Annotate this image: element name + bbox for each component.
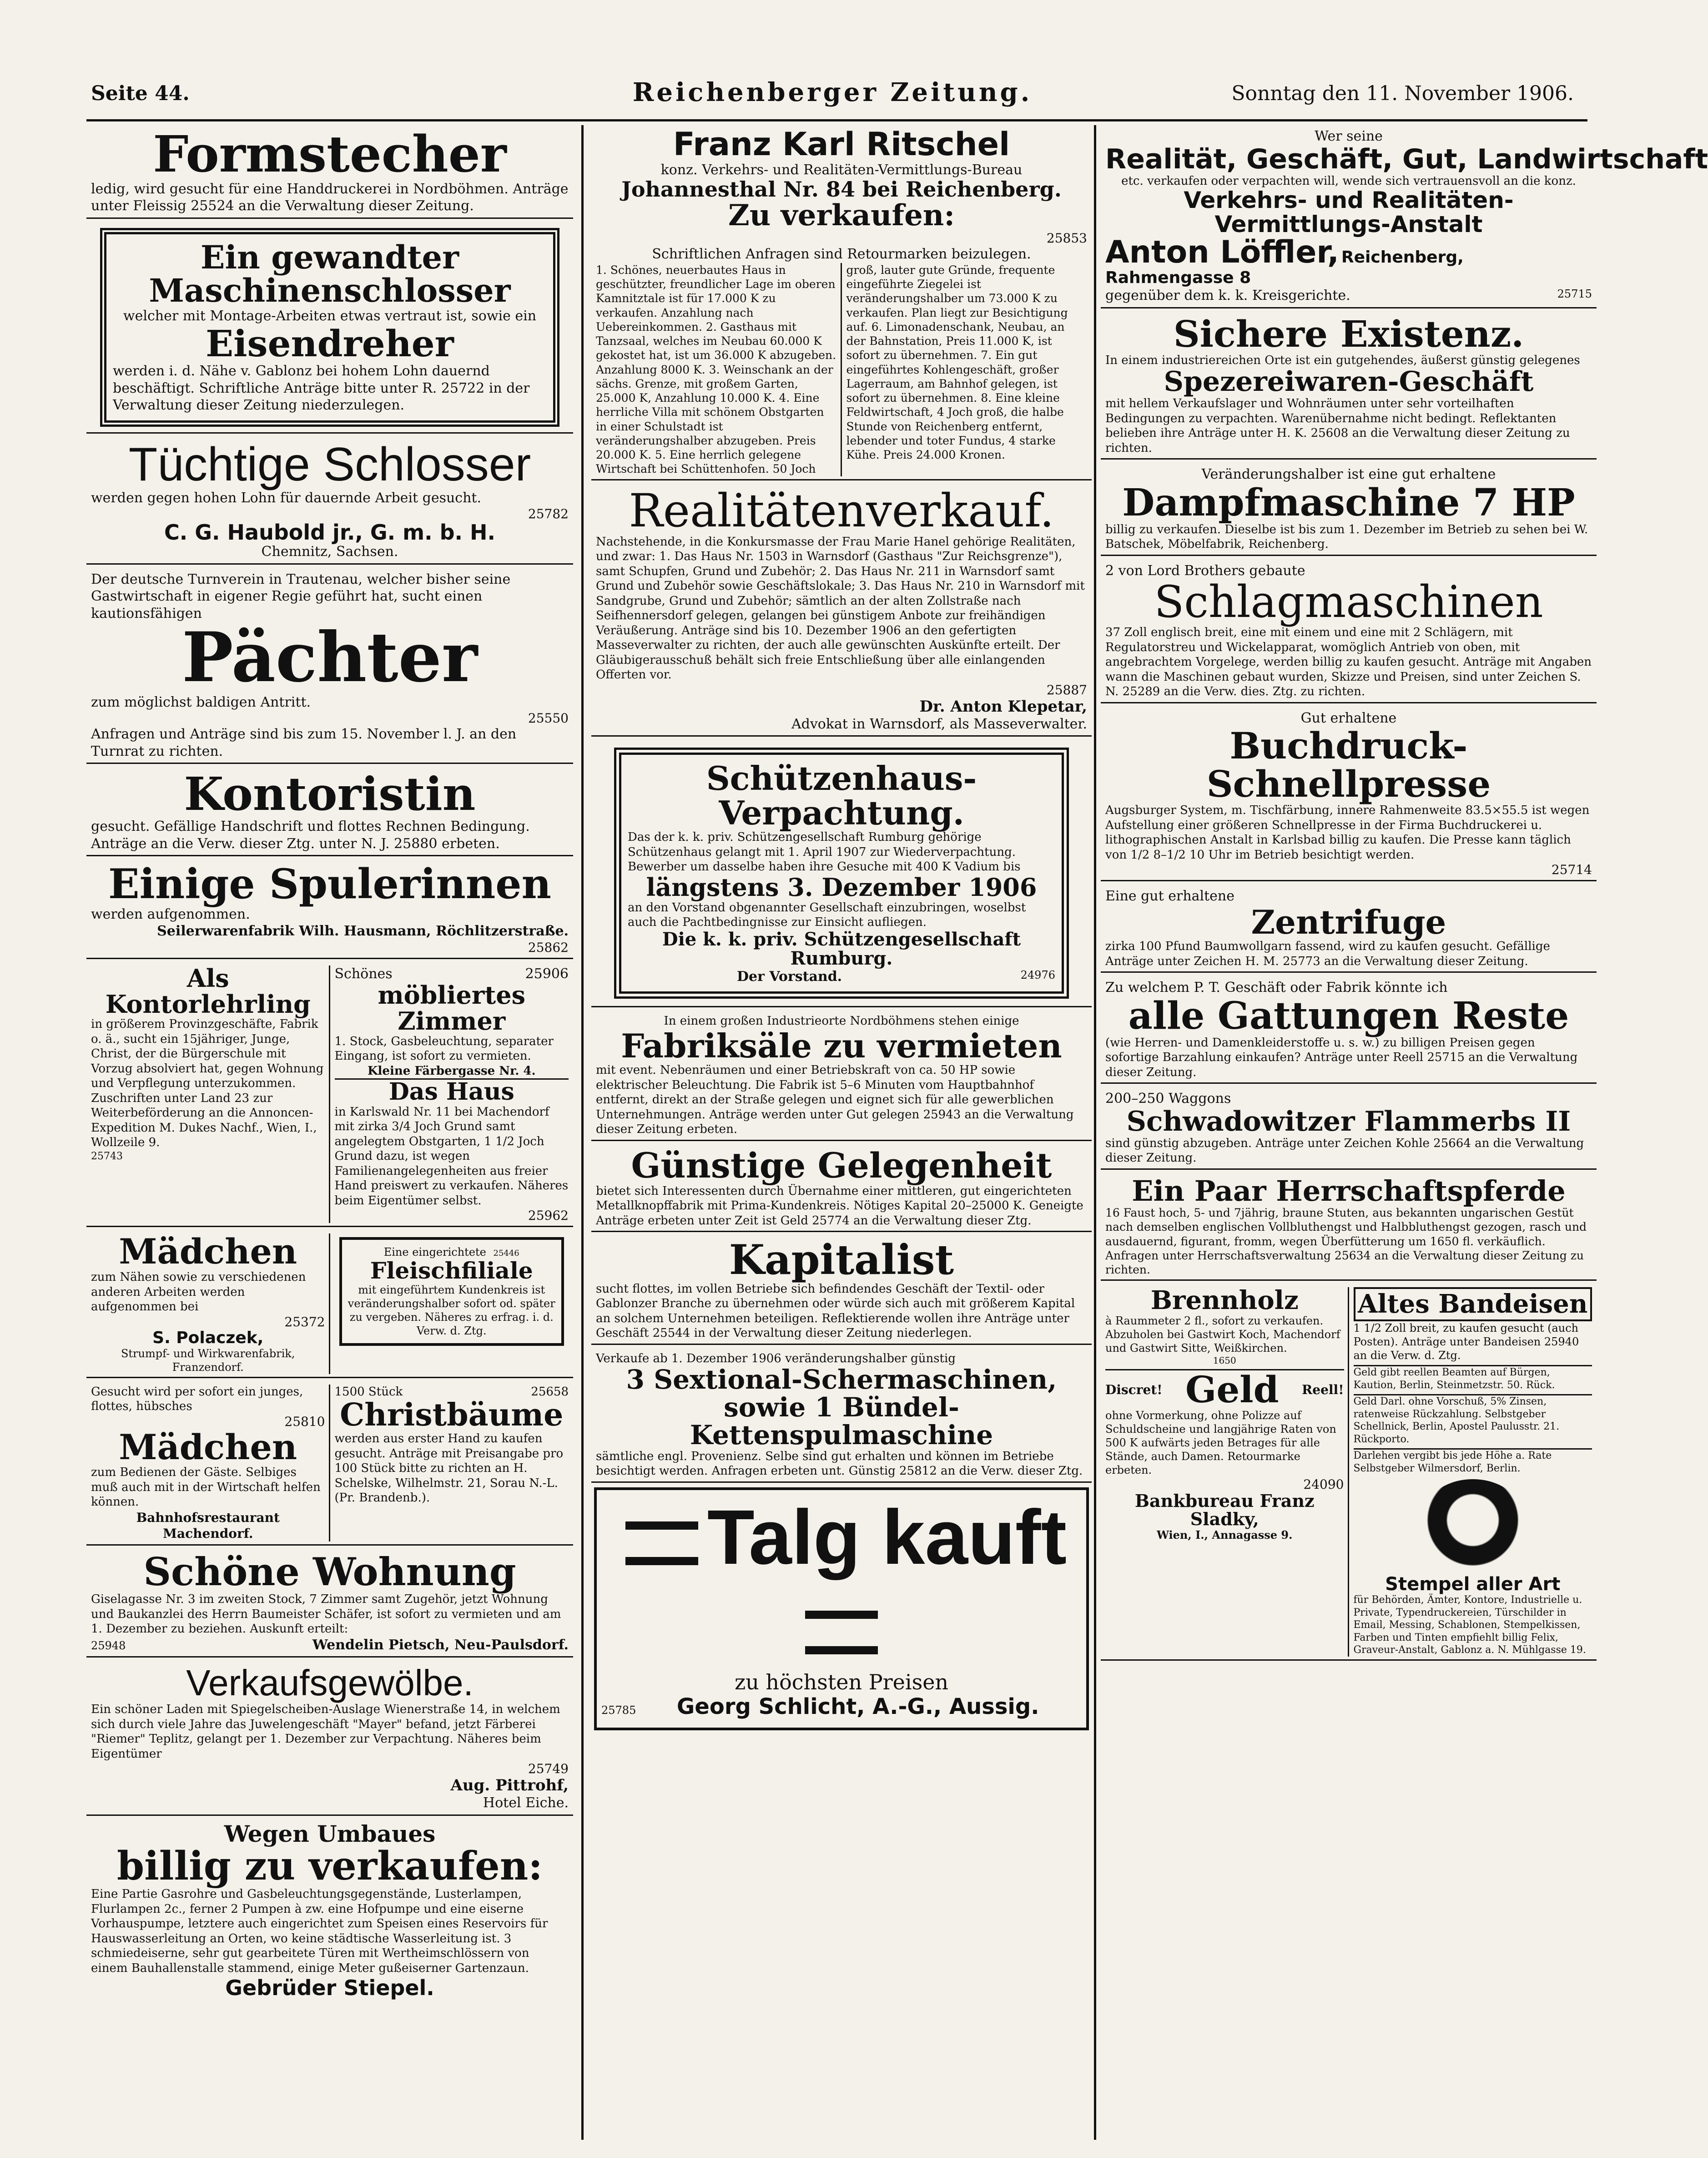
ad-firm: Gebrüder Stiepel. bbox=[225, 1976, 434, 2001]
ad-title: Realitätenverkauf. bbox=[629, 484, 1054, 537]
ad-intro: Wer seine bbox=[1315, 128, 1383, 144]
ad-intro: 200–250 Waggons bbox=[1105, 1091, 1231, 1107]
ad-firm-sub: Hotel Eiche. bbox=[483, 1795, 569, 1811]
ad-geld-text: ohne Vormerkung, ohne Polizze auf Schuldscheine und langjährige Raten von 500 K aufwärts jeden Betrages für alle Stände, auch Damen. Retourmarke erbeten. bbox=[1105, 1409, 1336, 1477]
ad-geld-number: 24090 bbox=[1303, 1477, 1344, 1492]
ad-firm: Aug. Pittrohf, bbox=[450, 1776, 569, 1795]
ad-geld-title: Geld bbox=[1185, 1368, 1279, 1411]
ad-row-brennholz-bandeisen bbox=[1101, 1284, 1597, 1660]
ad-reste bbox=[1101, 976, 1597, 1084]
ad-christbaeume bbox=[335, 1385, 569, 1541]
ad-text: (wie Herren- und Damenkleiderstoffe u. s. w.) zu billigen Preisen gegen sofortige Barzahlung einkaufen? Anträge unter Reell 25715 an die Verwaltung dieser Zeitung. bbox=[1105, 1036, 1578, 1079]
ad-text: In einem industriereichen Orte ist ein gutgehendes, äußerst günstig gelegenes bbox=[1105, 353, 1580, 367]
ad-intro: 1500 Stück bbox=[334, 1385, 403, 1399]
ad-text: billig zu verkaufen. Dieselbe ist bis zum 1. Dezember im Betrieb zu sehen bei W. Batschek, Möbelfabrik, Reichenberg. bbox=[1105, 522, 1588, 551]
ad-zimmer-haus bbox=[335, 965, 569, 1223]
ad-subtitle: zu höchsten Preisen bbox=[734, 1669, 949, 1694]
ad-fleischfiliale bbox=[335, 1233, 569, 1374]
ad-paechter bbox=[86, 568, 573, 764]
ad-gelegenheit bbox=[591, 1145, 1092, 1232]
ad-text: Das der k. k. priv. Schützengesellschaft Rumburg gehörige Schützenhaus gelangt mit 1. April 1907 zur Wiederverpachtung. Bewerber um dasselbe haben ihre Gesuche mit 400 K Vadium bis bbox=[628, 830, 1021, 874]
ad-kontoristin bbox=[86, 768, 573, 856]
ad-title: Zentrifuge bbox=[1251, 902, 1446, 941]
ad-umbau bbox=[86, 1819, 573, 2003]
ad-number: 25743 bbox=[91, 1150, 123, 1162]
ad-title: Dampfmaschine 7 HP bbox=[1122, 480, 1575, 525]
ad-title: Pächter bbox=[181, 617, 478, 698]
ad-date: längstens 3. Dezember 1906 bbox=[646, 872, 1037, 902]
ad-formstecher bbox=[86, 125, 573, 219]
ad-listing-right: groß, lauter gute Gründe, frequente eingeführte Ziegelei ist veränderungshalber um 73.000 K zu verkaufen. Plan liegt zur Besichtigung auf. 6. Limonadenschank, Neubau, an der Bahnstation, Preis 11.000 K, ist sofort zu übernehmen. 7. Ein gut eingeführtes Kohlengeschäft, großer Lagerraum, am Bahnhof gelegen, ist sofort zu übernehmen. 8. Eine kleine Feldwirtschaft, 4 Joch groß, die halbe Stunde von Reichenberg entfernt, lebender und toter Fundus, 4 starke Kühe. Preis 24.000 Kronen. bbox=[846, 263, 1068, 462]
ad-title: Fabriksäle zu vermieten bbox=[621, 1026, 1062, 1065]
ad-intro: Schönes bbox=[334, 965, 393, 982]
ad-geld-pre: Discret! bbox=[1105, 1382, 1163, 1397]
ad-talg bbox=[594, 1487, 1089, 1730]
issue-date: Sonntag den 11. November 1906. bbox=[1231, 82, 1574, 105]
ad-title: Mädchen bbox=[119, 1231, 297, 1272]
ad-intro: Verkaufe ab 1. Dezember 1906 veränderungshalber günstig bbox=[596, 1351, 956, 1365]
ad-intro: In einem großen Industrieorte Nordböhmens stehen einige bbox=[664, 1014, 1019, 1028]
ad-title: Mädchen bbox=[119, 1426, 297, 1467]
ad-number: 25658 bbox=[531, 1385, 569, 1399]
page-header bbox=[91, 77, 1574, 118]
ad-ritschel bbox=[591, 125, 1092, 480]
ad-text: etc. verkaufen oder verpachten will, wende sich vertrauensvoll an die konz. bbox=[1121, 174, 1576, 188]
ad-text-2: mit hellem Verkaufslager und Wohnräumen unter sehr vorteilhaften Bedingungen zu verpachten. Warenübernahme nicht bedingt. Reflektanten belieben ihre Anträge unter H. K. 25608 an die Verwaltung dieser Zeitung zu richten. bbox=[1105, 397, 1570, 455]
ad-title: Brennholz bbox=[1150, 1285, 1299, 1316]
ad-title: billig zu verkaufen: bbox=[116, 1843, 543, 1890]
ad-number: 25446 bbox=[493, 1248, 519, 1258]
ad-firm-sub: gegenüber dem k. k. Kreisgerichte. bbox=[1105, 288, 1350, 304]
ad-zentrifuge bbox=[1101, 885, 1597, 973]
ad-firm-row bbox=[1105, 236, 1592, 287]
ad-firm-sub: Strumpf- und Wirkwarenfabrik, Franzendorf. bbox=[121, 1347, 295, 1374]
ad-text-2: Anfragen und Anträge sind bis zum 15. November l. J. an den Turnrat zu richten. bbox=[91, 726, 517, 759]
ad-spulerinnen bbox=[86, 860, 573, 959]
ad-intro: Veränderungshalber ist eine gut erhaltene bbox=[1201, 466, 1496, 483]
ad-geld2-b: Geld Darl. ohne Vorschuß, 5% Zinsen, ratenweise Rückzahlung. Selbstgeber Schellnick, Berlin, Apostel Paulusstr. 21. Rückporto. bbox=[1354, 1394, 1592, 1445]
ad-geld-firm: Bankbureau Franz Sladky, bbox=[1134, 1491, 1315, 1529]
ad-text: werden aufgenommen. bbox=[91, 906, 250, 922]
ad-text: zum Bedienen der Gäste. Selbiges muß auch mit in der Wirtschaft helfen können. bbox=[91, 1466, 321, 1509]
page-number: Seite 44. bbox=[91, 82, 190, 105]
ad-address: Reichenberg, Rahmengasse 8 bbox=[1105, 248, 1464, 288]
ad-verkaufsgewoelbe bbox=[86, 1661, 573, 1816]
ad-text: Augsburger System, m. Tischfärbung, innere Rahmenweite 83.5×55.5 ist wegen Aufstellung einer größeren Schnellpresse in der Firma Buchdruckerei u. lithographischen Anstalt in Karlsbad billig zu kaufen. Die Presse kann täglich von 1/2 8–1/2 10 Uhr im Betrieb besichtigt werden. bbox=[1105, 804, 1590, 862]
ad-text: zum Nähen sowie zu verschiedenen anderen Arbeiten werden aufgenommen bei bbox=[91, 1270, 306, 1314]
ad-text: 16 Faust hoch, 5- und 7jährig, braune Stuten, aus bekannten ungarischen Gestüt nach demselben englischen Vollbluthengst und Halbbluthengst gezogen, rasch und ausdauernd, figurant, fromm, wegen Überfütterung um 1650 fl. verkäuflich. Anfragen unter Herrschaftsverwaltung 25634 an die Verwaltung dieser Zeitung zu richten. bbox=[1105, 1206, 1587, 1277]
ad-text: 1 1/2 Zoll breit, zu kaufen gesucht (auch Posten). Anträge unter Bandeisen 25940 an die Verw. d. Ztg. bbox=[1353, 1322, 1579, 1362]
ad-text: zum möglichst baldigen Antritt. bbox=[91, 694, 311, 710]
ad-footer-row bbox=[1105, 287, 1592, 304]
ad-title: Schlagmaschinen bbox=[1154, 576, 1543, 628]
ad-title: Christbäume bbox=[340, 1397, 564, 1434]
ad-number: 25810 bbox=[284, 1414, 325, 1429]
ad-number: 25714 bbox=[1551, 862, 1592, 878]
ad-schlosser bbox=[86, 437, 573, 565]
ad-title: Einige Spulerinnen bbox=[108, 860, 551, 909]
ad-title: Tüchtige Schlosser bbox=[128, 438, 531, 491]
ad-intro: Der deutsche Turnverein in Trautenau, welcher bisher seine Gastwirtschaft in eigener Regie geführt hat, sucht einen kautionsfähigen bbox=[91, 571, 511, 622]
ad-geld2-a: Geld gibt reellen Beamten auf Bürgen, Kaution, Berlin, Steinmetzstr. 50. Rück. bbox=[1354, 1365, 1592, 1391]
ad-text: zirka 100 Pfund Baumwollgarn fassend, wird zu kaufen gesucht. Gefällige Anträge unter Zeichen H. M. 25773 an die Verwaltung dieser Zeitung. bbox=[1105, 940, 1550, 968]
ad-title-2: Eisendreher bbox=[206, 322, 454, 365]
ad-text: in größerem Provinzgeschäfte, Fabrik o. ä., sucht ein 15jähriger, Junge, Christ, der die Bürgerschule mit Vorzug absolviert hat, gegen Wohnung und Verpflegung unterzukommen. Zuschriften unter Land 23 zur Weiterbeförderung an die Annoncen-Expedition M. Dukes Nachf., Wien, I., Wollzeile 9. bbox=[91, 1017, 324, 1150]
ad-title: Altes Bandeisen bbox=[1354, 1287, 1592, 1321]
ad-text: Giselagasse Nr. 3 im zweiten Stock, 7 Zimmer samt Zugehör, jetzt Wohnung und Baukanzlei des Herrn Baumeister Schäfer, ist sofort zu vermieten und am 1. Dezember zu beziehen. Auskunft erteilt: bbox=[91, 1592, 561, 1636]
ad-intro: Eine gut erhaltene bbox=[1105, 888, 1235, 905]
ad-text: ledig, wird gesucht für eine Handdruckerei in Nordböhmen. Anträge unter Fleissig 25524 an die Verwaltung dieser Zeitung. bbox=[91, 181, 569, 214]
ad-maedchen-1 bbox=[91, 1233, 330, 1374]
ad-number-haus: 25962 bbox=[528, 1208, 569, 1223]
masthead: Reichenberger Zeitung. bbox=[632, 77, 1033, 107]
ad-title: Als Kontorlehrling bbox=[105, 963, 311, 1019]
ad-title: Realität, Geschäft, Gut, Landwirtschaft bbox=[1105, 143, 1708, 175]
ad-title: 3 Sextional-Schermaschinen, sowie 1 Bündel-Kettenspulmaschine bbox=[626, 1364, 1057, 1450]
ad-footer-row bbox=[91, 1637, 569, 1654]
column-divider bbox=[1094, 125, 1096, 2140]
ad-number: 25782 bbox=[528, 506, 569, 522]
ad-sign: Der Vorstand. bbox=[737, 968, 842, 985]
ad-footer-row bbox=[628, 968, 1055, 986]
ad-maschinenschlosser bbox=[86, 222, 573, 434]
ad-text: sind günstig abzugeben. Anträge unter Zeichen Kohle 25664 an die Verwaltung dieser Zeitung. bbox=[1105, 1136, 1584, 1165]
ad-title-2: Verkehrs- und Realitäten-Vermittlungs-Anstalt bbox=[1184, 187, 1514, 238]
ad-line: welcher mit Montage-Arbeiten etwas vertraut ist, sowie ein bbox=[123, 308, 537, 324]
ad-stempel-title: Stempel aller Art bbox=[1385, 1574, 1561, 1595]
ad-realitaetenverkauf bbox=[591, 484, 1092, 737]
ad-firm: Seilerwarenfabrik Wilh. Hausmann, Röchlitzerstraße. bbox=[157, 923, 569, 940]
ad-title: Kapitalist bbox=[729, 1236, 954, 1284]
ad-text: werden aus erster Hand zu kaufen gesucht. Anträge mit Preisangabe pro 100 Stück bitte zu richten an H. Schelske, Wilhelmstr. 21, Sorau N.-L. (Pr. Brandenb.). bbox=[334, 1432, 564, 1505]
ad-text: werden i. d. Nähe v. Gablonz bei hohem Lohn dauernd beschäftigt. Schriftliche Anträge bitte unter R. 25722 in der Verwaltung dieser Zeitung niederzulegen. bbox=[113, 363, 530, 413]
ad-title-row bbox=[601, 1493, 1082, 1671]
ad-org: Die k. k. priv. Schützengesellschaft Rumburg. bbox=[662, 928, 1021, 969]
ad-title: Formstecher bbox=[153, 125, 507, 183]
ad-title: Talg kauft bbox=[707, 1494, 1067, 1581]
ad-number: 25906 bbox=[525, 965, 569, 982]
ad-number: 25550 bbox=[528, 711, 569, 726]
ad-title: Schützenhaus-Verpachtung. bbox=[706, 759, 977, 832]
ad-intro: Gesucht wird per sofort ein junges, flottes, hübsches bbox=[91, 1385, 303, 1414]
ad-listing-left: 1. Schönes, neuerbautes Haus in geschützter, freundlicher Lage im oberen Kamnitztale ist für 17.000 K zu verkaufen. Anzahlung nach Uebereinkommen. 2. Gasthaus mit Tanzsaal, welches im Neubau 60.000 K gekostet hat, ist um 36.000 K abzugeben. Anzahlung 8000 K. 3. Weinschank an der sächs. Grenze, mit großem Garten, 25.000 K, Anzahlung 10.000 K. 4. Eine herrliche Villa mit schönem Obstgarten in einer Schulstadt ist veränderungshalber abzugeben. Preis 20.000 K. 5. Eine herrlich gelegene Wirtschaft bei Schüttenhofen. 50 Joch bbox=[596, 263, 842, 476]
ad-number: 25862 bbox=[528, 940, 569, 955]
ad-footer-row bbox=[601, 1693, 1082, 1725]
ad-frame bbox=[614, 748, 1069, 999]
ad-title: alle Gattungen Reste bbox=[1128, 994, 1569, 1038]
ad-stempel-text: für Behörden, Ämter, Kontore, Industrielle u. Private, Typendruckereien, Türschilder in Email, Messing, Schablonen, Stempelkissen, Farben und Tinten empfiehlt billig Felix, Graveur-Anstalt, Gablonz a. N. Mühlgasse 19. bbox=[1353, 1594, 1586, 1656]
ad-text: sucht flottes, im vollen Betriebe sich befindendes Geschäft der Textil- oder Gablonzer Branche zu übernehmen oder würde sich auch mit größerem Kapital an solchem Unternehmen beteiligen. Reflektierende wollen ihre Anträge unter Geschäft 25544 in der Verwaltung dieser Zeitung niederlegen. bbox=[596, 1282, 1075, 1340]
ad-intro: Gut erhaltene bbox=[1300, 710, 1397, 726]
ad-note: Schriftlichen Anfragen sind Retourmarken beizulegen. bbox=[652, 246, 1031, 263]
equals-ornament-icon bbox=[625, 1521, 698, 1565]
ad-schuetzenhaus bbox=[591, 740, 1092, 1007]
ad-geld-address: Wien, I., Annagasse 9. bbox=[1157, 1528, 1293, 1541]
ad-number: 25785 bbox=[601, 1703, 636, 1717]
woman-portrait-icon bbox=[1418, 1479, 1527, 1570]
ad-text-haus: in Karlswald Nr. 11 bei Machendorf mit zirka 3/4 Joch Grund samt angelegtem Obstgarten, 1 1/2 Joch Grund dazu, ist wegen Familienangelegenheiten aus freier Hand preiswert zu verkaufen. Näheres beim Eigentümer selbst. bbox=[334, 1105, 569, 1208]
ad-frame bbox=[100, 228, 559, 427]
ad-title: Schöne Wohnung bbox=[143, 1549, 516, 1594]
ad-firm: S. Polaczek, bbox=[152, 1328, 264, 1347]
ad-flammerbs bbox=[1101, 1087, 1597, 1170]
ad-title: Fleischfiliale bbox=[370, 1257, 533, 1284]
ad-title-2: Zu verkaufen: bbox=[728, 198, 955, 233]
ad-title: Ein gewandter Maschinenschlosser bbox=[149, 238, 511, 309]
ad-address: Johannesthal Nr. 84 bei Reichenberg. bbox=[621, 177, 1062, 202]
ad-listing bbox=[596, 263, 1087, 476]
ad-geld-post: Reell! bbox=[1302, 1382, 1344, 1397]
ad-text: 37 Zoll englisch breit, eine mit einem und eine mit 2 Schlägern, mit Regulatorstreu und Wickelapparat, womöglich Antrieb von oben, mit angebrachtem Vorgelege, werden billig zu kaufen gesucht. Anträge mit Angaben wann die Maschinen gebaut wurden, Skizze und Preisen, sind unter Zeichen S. N. 25289 an die Verw. dies. Ztg. zu richten. bbox=[1105, 626, 1592, 699]
ad-wohnung bbox=[86, 1549, 573, 1658]
ad-frame bbox=[339, 1237, 564, 1346]
ad-firm: Georg Schlicht, A.-G., Aussig. bbox=[676, 1693, 1039, 1719]
ad-geld2-c: Darlehen vergibt bis jede Höhe a. Rate Selbstgeber Wilmersdorf, Berlin. bbox=[1354, 1448, 1592, 1475]
ad-brennholz-geld bbox=[1105, 1287, 1349, 1656]
column-right bbox=[1101, 125, 1708, 2140]
column-middle bbox=[591, 125, 1092, 2140]
ad-number: 24976 bbox=[1020, 968, 1055, 981]
ad-firm-sub: Advokat in Warnsdorf, als Masseverwalter. bbox=[791, 716, 1087, 732]
ad-loeffler bbox=[1101, 125, 1708, 308]
ad-title: Ein Paar Herrschaftspferde bbox=[1132, 1174, 1566, 1208]
ad-intro: 2 von Lord Brothers gebaute bbox=[1105, 562, 1305, 579]
ad-firm: C. G. Haubold jr., G. m. b. H. bbox=[164, 520, 495, 545]
ad-text-2: an den Vorstand obgenannter Gesellschaft einzubringen, woselbst auch die Pachtbedingnisse zur Einsicht aufliegen. bbox=[628, 900, 1026, 930]
ad-text: Ein schöner Laden mit Spiegelscheiben-Auslage Wienerstraße 14, in welchem sich durch viele Jahre das Juwelengeschäft "Mayer" befand, jetzt Färberei "Riemer" Teplitz, gelangt per 1. Dezember zur Verpachtung. Näheres beim Eigentümer bbox=[91, 1703, 560, 1761]
ad-geld-header bbox=[1105, 1369, 1344, 1409]
ad-firm: Wendelin Pietsch, Neu-Paulsdorf. bbox=[312, 1637, 569, 1653]
ad-number: 25749 bbox=[528, 1761, 569, 1777]
ad-text: mit eingeführtem Kundenkreis ist veränderungshalber sofort od. später zu vergeben. Näheres zu erfrag. i. d. Verw. d. Ztg. bbox=[348, 1283, 555, 1337]
header-rule bbox=[86, 119, 1587, 121]
ad-kontorlehrling bbox=[91, 965, 330, 1223]
equals-ornament-icon bbox=[805, 1611, 878, 1654]
ad-title: Verkaufsgewölbe. bbox=[186, 1663, 474, 1703]
ad-text: bietet sich Interessenten durch Übernahme einer mittleren, gut eingerichteten Metallknopffabrik mit Prima-Kundenkreis. Nötiges Kapital 20–25000 K. Geneigte Anträge erbeten unter Zeit ist Geld 25774 an die Verwaltung dieser Ztg. bbox=[596, 1184, 1083, 1228]
ad-text: Eine Partie Gasrohre und Gasbeleuchtungsgegenstände, Lusterlampen, Flurlampen 2c., ferner 2 Pumpen à zw. eine Hofpumpe und eine eiserne Vorhauspumpe, letztere auch eingerichtet zum Speisen eines Reservoirs für Hauswasserleitung an Orten, wo keine städtische Wasserleitung ist. 3 schmiedeiserne, sehr gut gearbeitete Türen mit Wertheimschlössern von einem Bauhallenstalle stammend, einige Meter gußeiserner Gartenzaun. bbox=[91, 1887, 548, 1975]
ad-schlagmaschinen bbox=[1101, 560, 1597, 703]
ad-subtitle: konz. Verkehrs- und Realitäten-Vermittlungs-Bureau bbox=[660, 162, 1023, 178]
ad-title: Buchdruck-Schnellpresse bbox=[1206, 724, 1491, 806]
ad-text: gesucht. Gefällige Handschrift und flottes Rechnen Bedingung. Anträge an die Verw. dieser Ztg. unter N. J. 25880 erbeten. bbox=[91, 819, 530, 852]
ad-text: mit event. Nebenräumen und einer Betriebskraft von ca. 50 HP sowie elektrischer Beleuchtung. Die Fabrik ist 5–6 Minuten vom Hauptbahnhof entfernt, direkt an der Straße gelegen und eignet sich für alle gewerblichen Unternehmungen. Anträge werden unter Gut gelegen 25943 an die Verwaltung dieser Zeitung erbeten. bbox=[596, 1063, 1074, 1137]
ad-number: 25372 bbox=[284, 1314, 325, 1329]
ad-text: à Raummeter 2 fl., sofort zu verkaufen. Abzuholen bei Gastwirt Koch, Machendorf und Gastwirt Sitte, Weißkirchen. bbox=[1105, 1314, 1340, 1355]
ad-number: 25887 bbox=[1046, 682, 1087, 697]
ad-title: Schwadowitzer Flammerbs II bbox=[1126, 1105, 1571, 1137]
column-divider bbox=[581, 125, 584, 2140]
ad-title: Franz Karl Ritschel bbox=[673, 126, 1010, 163]
ad-firm: Anton Löffler, bbox=[1105, 234, 1339, 270]
ad-kapitalist bbox=[591, 1236, 1092, 1345]
ad-maedchen-2 bbox=[91, 1385, 330, 1541]
ad-row-maedchen-fleisch bbox=[86, 1231, 573, 1378]
ad-schnellpresse bbox=[1101, 707, 1597, 882]
ad-title: Sichere Existenz. bbox=[1173, 312, 1524, 355]
ad-pferde bbox=[1101, 1173, 1597, 1281]
ad-address: Kleine Färbergasse Nr. 4. bbox=[367, 1064, 536, 1078]
ad-row-maedchen-christbaeume bbox=[86, 1382, 573, 1546]
ad-schermaschinen bbox=[591, 1349, 1092, 1483]
ad-dampfmaschine bbox=[1101, 463, 1597, 556]
ad-fabriksaele bbox=[591, 1011, 1092, 1141]
ad-text: sämtliche engl. Provenienz. Selbe sind gut erhalten und können im Betriebe besichtigt werden. Anfragen erbeten unt. Günstig 25812 an die Verw. dieser Ztg. bbox=[596, 1449, 1083, 1478]
ad-title-haus: Das Haus bbox=[335, 1078, 569, 1105]
ad-title-2: Spezereiwaren-Geschäft bbox=[1164, 366, 1534, 398]
ad-firm: Dr. Anton Klepetar, bbox=[919, 697, 1087, 716]
ad-intro: Zu welchem P. T. Geschäft oder Fabrik könnte ich bbox=[1105, 980, 1448, 996]
ad-intro: Eine eingerichtete bbox=[383, 1246, 486, 1259]
ad-row-kontorlehrling-zimmer bbox=[86, 963, 573, 1227]
ad-number: 1650 bbox=[1213, 1355, 1236, 1366]
ad-city: Chemnitz, Sachsen. bbox=[261, 544, 398, 560]
ad-text: Nachstehende, in die Konkursmasse der Frau Marie Hanel gehörige Realitäten, und zwar: 1. Das Haus Nr. 1503 in Warnsdorf (Gasthaus "Zur Reichsgrenze"), samt Schupfen, Grund und Zubehör; 2. Das Haus Nr. 211 in Warnsdorf samt Grund und Zubehör sowie Geschäftslokale; 3. Das Haus Nr. 210 in Warnsdorf mit Sandgrube, Grund und Zubehör; sämtlich an der alten Zollstraße nach Seifhennersdorf gelegen, gelangen bei günstigem Anbote zur freihändigen Veräußerung. Anträge sind bis 10. Dezember 1906 an den gefertigten Masseverwalter zu richten, der auch alle gewünschten Auskünfte erteilt. Der Gläubigerausschuß behält sich freie Entschließung über alle einlangenden Offerten vor. bbox=[596, 535, 1085, 682]
ad-title: Kontoristin bbox=[184, 767, 476, 821]
column-left bbox=[86, 125, 573, 2140]
ad-text: werden gegen hohen Lohn für dauernde Arbeit gesucht. bbox=[91, 490, 482, 506]
ad-bandeisen-stempel bbox=[1354, 1287, 1592, 1656]
ad-title: Günstige Gelegenheit bbox=[631, 1145, 1052, 1186]
ad-intro-row bbox=[335, 965, 569, 983]
ad-number: 25715 bbox=[1557, 288, 1592, 301]
ad-title: möbliertes Zimmer bbox=[378, 980, 525, 1036]
ad-intro: Wegen Umbaues bbox=[224, 1820, 436, 1847]
ad-existenz bbox=[1101, 312, 1597, 460]
ad-text: 1. Stock, Gasbeleuchtung, separater Eingang, ist sofort zu vermieten. bbox=[334, 1034, 554, 1063]
ad-number: 25853 bbox=[1046, 231, 1087, 246]
ad-firm: Bahnhofsrestaurant Machendorf. bbox=[136, 1510, 280, 1541]
ad-number: 25948 bbox=[91, 1639, 126, 1652]
